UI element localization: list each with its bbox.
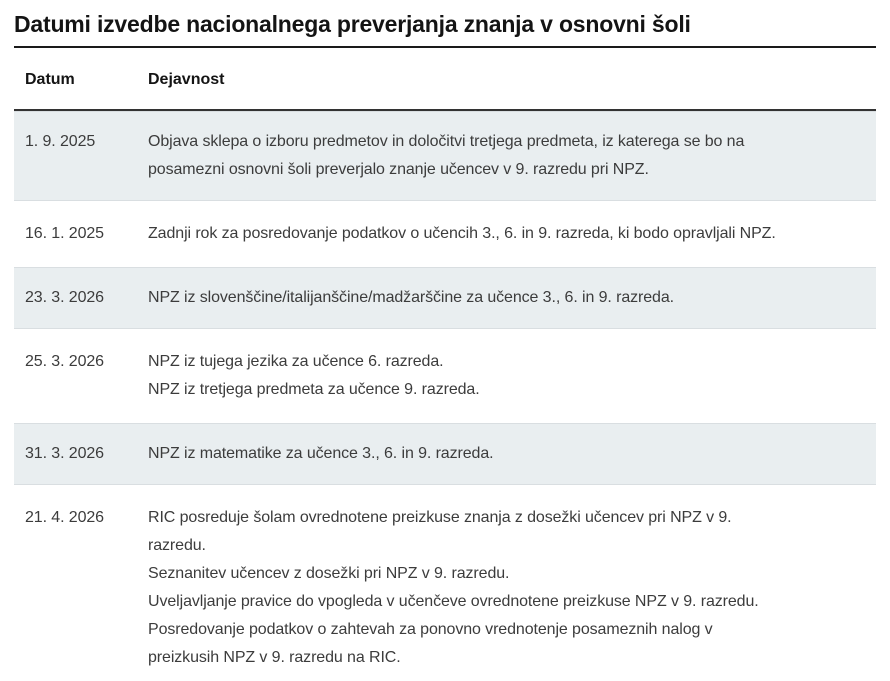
date-cell: 31. 3. 2026: [25, 445, 104, 462]
date-cell: 1. 9. 2025: [25, 133, 96, 150]
activity-cell: [148, 348, 876, 404]
column-header-dejavnost: Dejavnost: [148, 71, 225, 88]
table-header-row: [14, 48, 876, 111]
activity-cell: [148, 440, 876, 468]
activity-line: Zadnji rok za posredovanje podatkov o učencih 3., 6. in 9. razreda, ki bodo opravljali NPZ.: [148, 225, 776, 242]
activity-line: NPZ iz matematike za učence 3., 6. in 9. razreda.: [148, 445, 494, 462]
activity-line: NPZ iz tretjega predmeta za učence 9. razreda.: [148, 381, 480, 398]
page-title: Datumi izvedbe nacionalnega preverjanja znanja v osnovni šoli: [14, 11, 691, 37]
activity-cell: [148, 128, 876, 184]
exam-dates-table: [14, 48, 876, 681]
date-cell: 23. 3. 2026: [25, 289, 104, 306]
table-row: [14, 423, 876, 485]
activity-cell: [148, 220, 876, 248]
activity-line: posamezni osnovni šoli preverjalo znanje učencev v 9. razredu pri NPZ.: [148, 161, 649, 178]
activity-line: razredu.: [148, 537, 206, 554]
activity-line: Posredovanje podatkov o zahtevah za ponovno vrednotenje posameznih nalog v: [148, 621, 713, 638]
date-cell: 25. 3. 2026: [25, 353, 104, 370]
table-body: [14, 111, 876, 681]
table-row: [14, 485, 876, 681]
date-cell: 21. 4. 2026: [25, 509, 104, 526]
activity-line: RIC posreduje šolam ovrednotene preizkuse znanja z dosežki učencev pri NPZ v 9.: [148, 509, 732, 526]
date-cell: 16. 1. 2025: [25, 225, 104, 242]
activity-line: preizkusih NPZ v 9. razredu na RIC.: [148, 649, 401, 666]
activity-line: NPZ iz slovenščine/italijanščine/madžarščine za učence 3., 6. in 9. razreda.: [148, 289, 674, 306]
activity-line: NPZ iz tujega jezika za učence 6. razreda.: [148, 353, 444, 370]
activity-line: Seznanitev učencev z dosežki pri NPZ v 9. razredu.: [148, 565, 510, 582]
table-row: [14, 267, 876, 329]
activity-line: Objava sklepa o izboru predmetov in določitvi tretjega predmeta, iz katerega se bo na: [148, 133, 745, 150]
activity-cell: [148, 284, 876, 312]
activity-cell: [148, 504, 876, 672]
table-row: [14, 201, 876, 267]
table-row: [14, 111, 876, 201]
table-row: [14, 329, 876, 423]
column-header-datum: Datum: [25, 71, 75, 88]
activity-line: Uveljavljanje pravice do vpogleda v učenčeve ovrednotene preizkuse NPZ v 9. razredu.: [148, 593, 759, 610]
